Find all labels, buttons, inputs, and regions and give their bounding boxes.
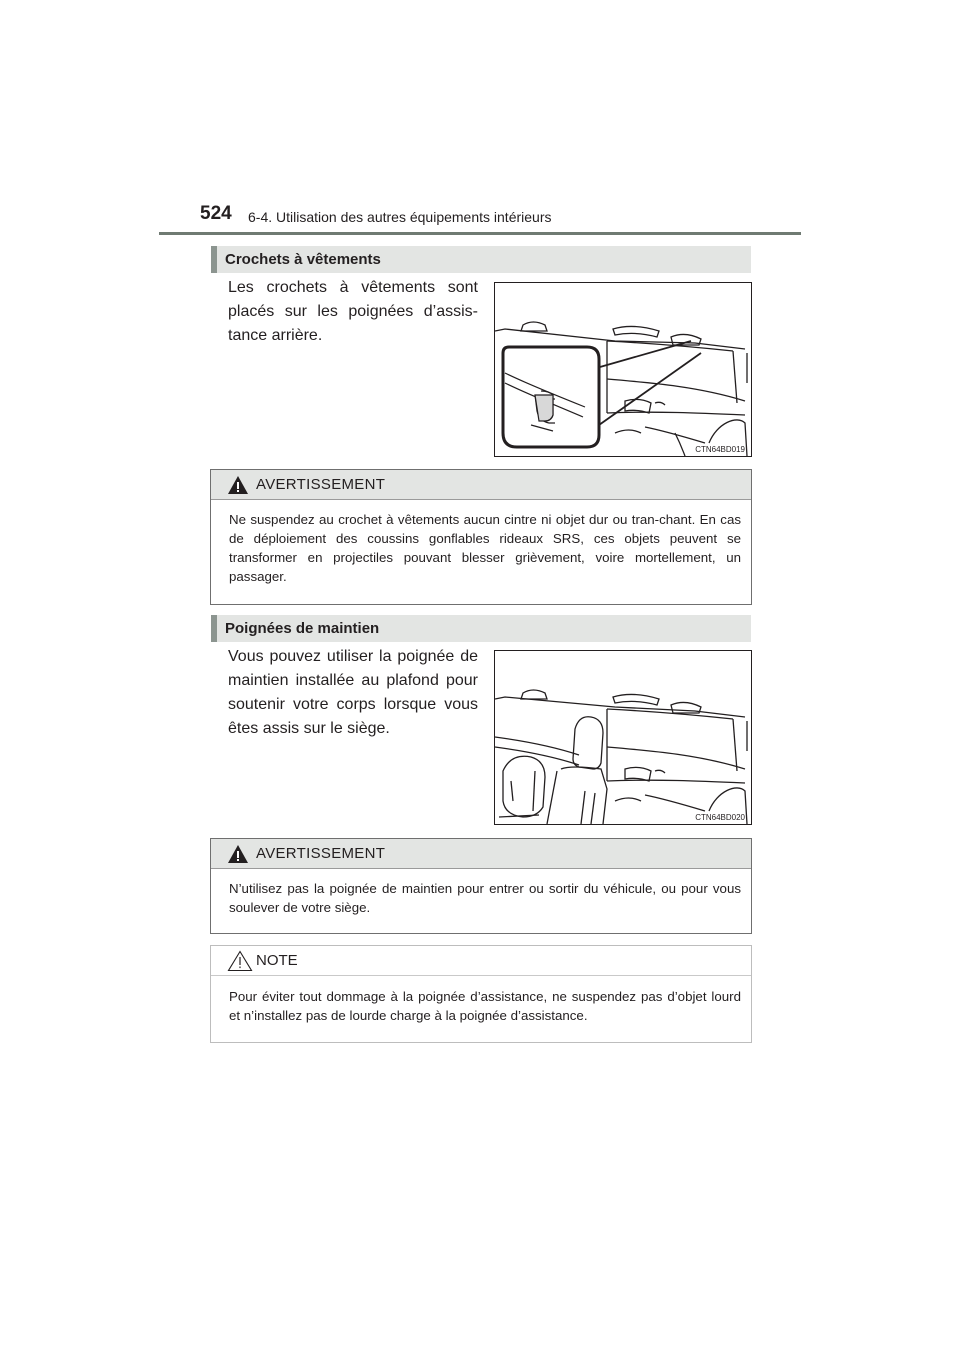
warning-header (211, 839, 751, 869)
warning-text: Ne suspendez au crochet à vêtements aucun cintre ni objet dur ou tran-chant. En cas de déploiement des coussins gonflables rideaux SRS, ces objets peuvent se transformer en projectiles pouvant blesser grièvement, voire mortellement, un passager. (229, 512, 741, 584)
warning-title: AVERTISSEMENT (256, 476, 386, 493)
running-header: 6-4. Utilisation des autres équipements intérieurs (248, 209, 552, 225)
note-title: NOTE (256, 952, 298, 969)
grab-handle-illustration (494, 650, 752, 825)
warning-box-grab-handles (210, 838, 752, 934)
note-text: Pour éviter tout dommage à la poignée d’assistance, ne suspendez pas d’objet lourd et n’installez pas de lourde charge à la poignée d’assistance. (229, 989, 741, 1023)
section-title: Poignées de maintien (225, 620, 380, 637)
grab-handle-drawing (495, 651, 751, 824)
warning-text: N’utilisez pas la poignée de maintien pour entrer ou sortir du véhicule, ou pour vous soulever de votre siège. (229, 881, 741, 915)
clothes-hooks-text: Les crochets à vêtements sont placés sur les poignées d’assis-tance arrière. (228, 279, 478, 344)
clothes-hook-illustration (494, 282, 752, 457)
section-title: Crochets à vêtements (225, 251, 381, 268)
section-heading-grab-handles (211, 615, 751, 642)
warning-title: AVERTISSEMENT (256, 845, 386, 862)
note-header (211, 946, 751, 976)
page-number: 524 (200, 203, 232, 224)
section-heading-clothes-hooks (211, 246, 751, 273)
header-rule (159, 232, 801, 235)
section-marker (211, 246, 217, 273)
grab-handles-text: Vous pouvez utiliser la poignée de maintien installée au plafond pour soutenir votre corps lorsque vous êtes assis sur le siège. (228, 648, 478, 737)
warning-triangle-icon (227, 475, 249, 500)
figure-code: CTN64BD019 (695, 445, 745, 454)
warning-triangle-icon (227, 844, 249, 869)
figure-code: CTN64BD020 (695, 813, 745, 822)
section-marker (211, 615, 217, 642)
clothes-hook-drawing (495, 283, 751, 456)
warning-box-hooks (210, 469, 752, 605)
warning-header (211, 470, 751, 500)
caution-outline-triangle-icon (227, 950, 253, 977)
note-box (210, 945, 752, 1043)
